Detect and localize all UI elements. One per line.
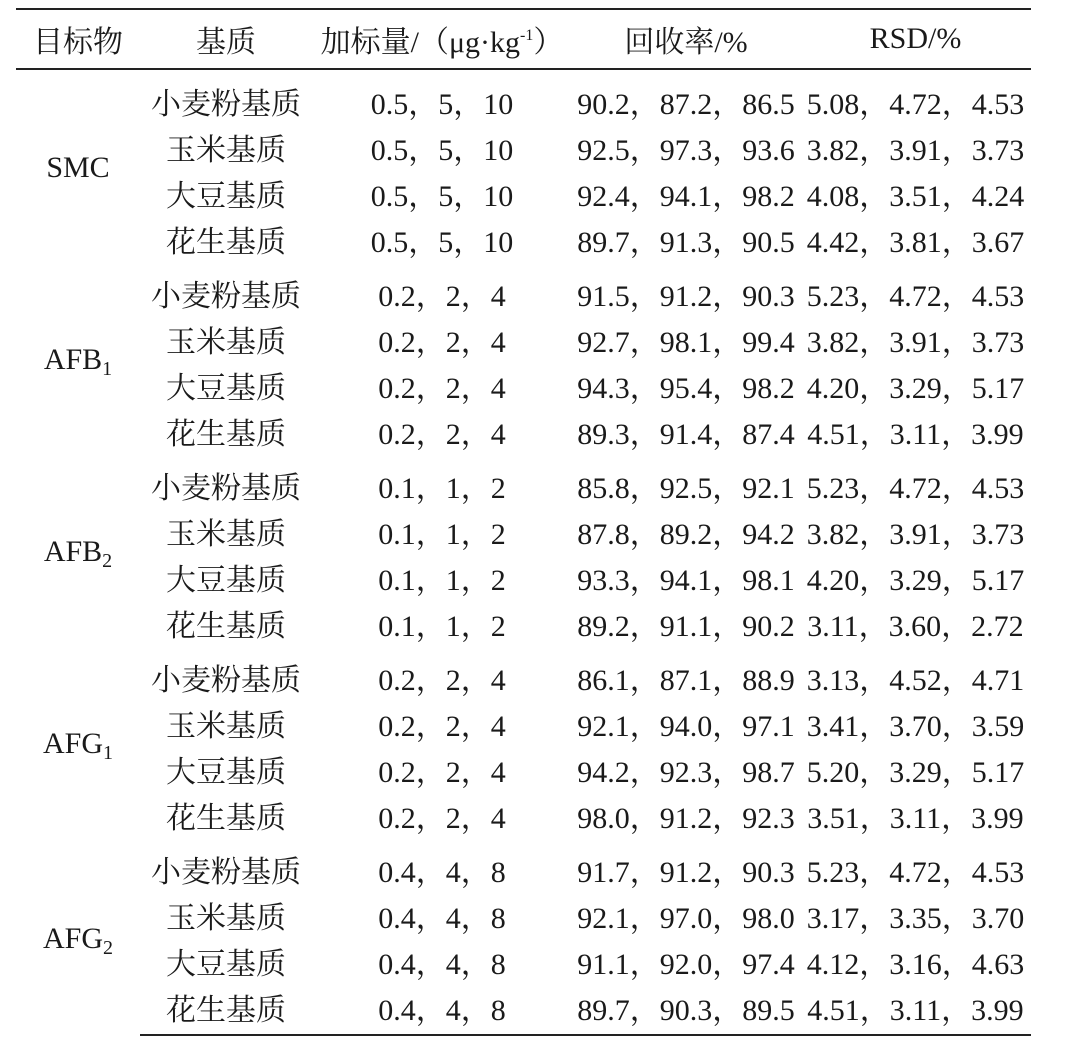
rsd-cell: 5.20，3.29，5.17: [806, 756, 1025, 789]
header-spike-prefix: 加标量/（μg·kg: [320, 26, 521, 59]
target-name: AFG: [42, 921, 103, 955]
rsd-cell: 3.82，3.91，3.73: [806, 134, 1025, 167]
matrix-cell: 小麦粉基质: [151, 472, 301, 505]
rsd-cell: 3.82，3.91，3.73: [806, 326, 1025, 359]
matrix-cell: 玉米基质: [166, 518, 286, 551]
spike-cell: 0.1，1，2: [378, 472, 506, 505]
recovery-cell: 94.2，92.3，98.7: [577, 756, 795, 789]
spike-cell: 0.2，2，4: [378, 372, 506, 405]
table-row: [16, 984, 1031, 1035]
spike-cell: 0.4，4，8: [378, 902, 506, 935]
table-row: [16, 362, 1031, 408]
rsd-cell: 3.51，3.11，3.99: [807, 802, 1024, 835]
matrix-cell: 大豆基质: [166, 180, 286, 213]
header-spike-superscript: -1: [520, 27, 534, 44]
recovery-cell: 89.7，91.3，90.5: [577, 226, 795, 259]
matrix-cell: 小麦粉基质: [151, 280, 301, 313]
rsd-cell: 5.08，4.72，4.53: [806, 88, 1025, 121]
spike-cell: 0.1，1，2: [378, 564, 506, 597]
rsd-cell: 4.51，3.11，3.99: [800, 984, 1031, 1035]
table-row: [16, 838, 1031, 892]
table-body: [16, 69, 1031, 1035]
recovery-cell: 92.5，97.3，93.6: [577, 134, 795, 167]
table-row: [16, 508, 1031, 554]
spike-cell: 0.1，1，2: [378, 518, 506, 551]
header-matrix: 基质: [140, 9, 312, 69]
target-subscript: 1: [103, 742, 113, 764]
table-row: [16, 124, 1031, 170]
rsd-cell: 4.20，3.29，5.17: [806, 564, 1025, 597]
rsd-cell: 4.12，3.16，4.63: [806, 948, 1025, 981]
spike-cell: 0.5，5，10: [370, 88, 514, 121]
target-subscript: 1: [102, 358, 113, 380]
spike-cell: 0.1，1，2: [378, 610, 506, 643]
target-subscript: 2: [103, 936, 113, 959]
recovery-cell: 87.8，89.2，94.2: [577, 518, 795, 551]
spike-cell: 0.2，2，4: [378, 280, 506, 313]
table-row: [16, 216, 1031, 262]
matrix-cell: 玉米基质: [166, 326, 286, 359]
table-row: [16, 316, 1031, 362]
rsd-cell: 5.23，4.72，4.53: [806, 472, 1025, 505]
target-name: AFG: [42, 727, 103, 760]
target-cell: [16, 262, 140, 454]
spike-cell: 0.5，5，10: [370, 226, 514, 259]
target-name: SMC: [46, 151, 110, 184]
recovery-cell: 90.2，87.2，86.5: [577, 88, 795, 121]
spike-cell: 0.2，2，4: [378, 802, 506, 835]
header-recovery: 回收率/%: [572, 9, 800, 69]
table-row: [16, 170, 1031, 216]
rsd-cell: 4.20，3.29，5.17: [806, 372, 1025, 405]
target-cell: [16, 454, 140, 646]
rsd-cell: 4.08，3.51，4.24: [806, 180, 1025, 213]
rsd-cell: 3.11，3.60，2.72: [807, 610, 1024, 643]
recovery-cell: 91.1，92.0，97.4: [577, 948, 795, 981]
spike-cell: 0.2，2，4: [378, 710, 506, 743]
header-rsd: RSD/%: [800, 9, 1031, 69]
spike-cell: 0.4，4，8: [378, 948, 506, 981]
header-target: 目标物: [16, 9, 140, 69]
rsd-cell: 4.42，3.81，3.67: [806, 226, 1025, 259]
rsd-cell: 3.17，3.35，3.70: [806, 902, 1025, 935]
recovery-cell: 92.1，97.0，98.0: [577, 902, 795, 935]
target-name: AFB: [43, 535, 103, 568]
matrix-cell: 花生基质: [166, 418, 286, 451]
matrix-cell: 大豆基质: [166, 372, 286, 405]
recovery-cell: 92.4，94.1，98.2: [577, 180, 795, 213]
matrix-cell: 大豆基质: [166, 564, 286, 597]
rsd-cell: 5.23，4.72，4.53: [806, 856, 1025, 889]
recovery-cell: 92.7，98.1，99.4: [577, 326, 795, 359]
spike-cell: 0.5，5，10: [370, 134, 514, 167]
spike-cell: 0.2，2，4: [378, 664, 506, 697]
table-row: [16, 700, 1031, 746]
rsd-cell: 4.51，3.11，3.99: [807, 418, 1024, 451]
table-row: [16, 646, 1031, 700]
recovery-cell: 92.1，94.0，97.1: [577, 710, 795, 743]
table-row: [16, 892, 1031, 938]
recovery-cell: 91.7，91.2，90.3: [577, 856, 795, 889]
matrix-cell: 玉米基质: [166, 902, 286, 935]
matrix-cell: 花生基质: [166, 226, 286, 259]
table-row: [16, 454, 1031, 508]
recovery-cell: 93.3，94.1，98.1: [577, 564, 795, 597]
target-cell: [16, 69, 140, 262]
table-row: [16, 408, 1031, 454]
rsd-cell: 3.82，3.91，3.73: [806, 518, 1025, 551]
target-subscript: 2: [102, 550, 113, 572]
target-cell: [16, 838, 140, 1035]
spike-cell: 0.5，5，10: [370, 180, 514, 213]
matrix-cell: 花生基质: [166, 610, 286, 643]
header-spike: [312, 9, 572, 69]
recovery-cell: 89.2，91.1，90.2: [577, 610, 795, 643]
matrix-cell: 花生基质: [166, 802, 286, 835]
matrix-cell: 大豆基质: [166, 756, 286, 789]
target-name: AFB: [43, 343, 103, 376]
spike-cell: 0.4，4，8: [312, 984, 572, 1035]
rsd-cell: 3.13，4.52，4.71: [806, 664, 1025, 697]
matrix-cell: 花生基质: [140, 984, 312, 1035]
recovery-cell: 91.5，91.2，90.3: [577, 280, 795, 313]
spike-cell: 0.2，2，4: [378, 326, 506, 359]
table-row: [16, 938, 1031, 984]
recovery-cell: 89.3，91.4，87.4: [577, 418, 795, 451]
recovery-cell: 86.1，87.1，88.9: [577, 664, 795, 697]
recovery-table: [16, 8, 1031, 1036]
target-cell: [16, 646, 140, 838]
matrix-cell: 小麦粉基质: [151, 88, 301, 121]
rsd-cell: 3.41，3.70，3.59: [806, 710, 1025, 743]
spike-cell: 0.2，2，4: [378, 756, 506, 789]
spike-cell: 0.4，4，8: [378, 856, 506, 889]
recovery-cell: 94.3，95.4，98.2: [577, 372, 795, 405]
matrix-cell: 小麦粉基质: [151, 856, 301, 889]
rsd-cell: 5.23，4.72，4.53: [806, 280, 1025, 313]
table-row: [16, 746, 1031, 792]
recovery-cell: 98.0，91.2，92.3: [577, 802, 795, 835]
table-row: [16, 792, 1031, 838]
table-row: [16, 262, 1031, 316]
matrix-cell: 小麦粉基质: [151, 664, 301, 697]
matrix-cell: 大豆基质: [166, 948, 286, 981]
header-spike-suffix: ）: [533, 26, 564, 59]
table-row: [16, 69, 1031, 124]
recovery-cell: 85.8，92.5，92.1: [577, 472, 795, 505]
table-header: [16, 9, 1031, 69]
header-row: [16, 9, 1031, 69]
matrix-cell: 玉米基质: [166, 134, 286, 167]
spike-cell: 0.2，2，4: [378, 418, 506, 451]
table-row: [16, 600, 1031, 646]
recovery-cell: 89.7，90.3，89.5: [572, 984, 800, 1035]
matrix-cell: 玉米基质: [166, 710, 286, 743]
table-row: [16, 554, 1031, 600]
